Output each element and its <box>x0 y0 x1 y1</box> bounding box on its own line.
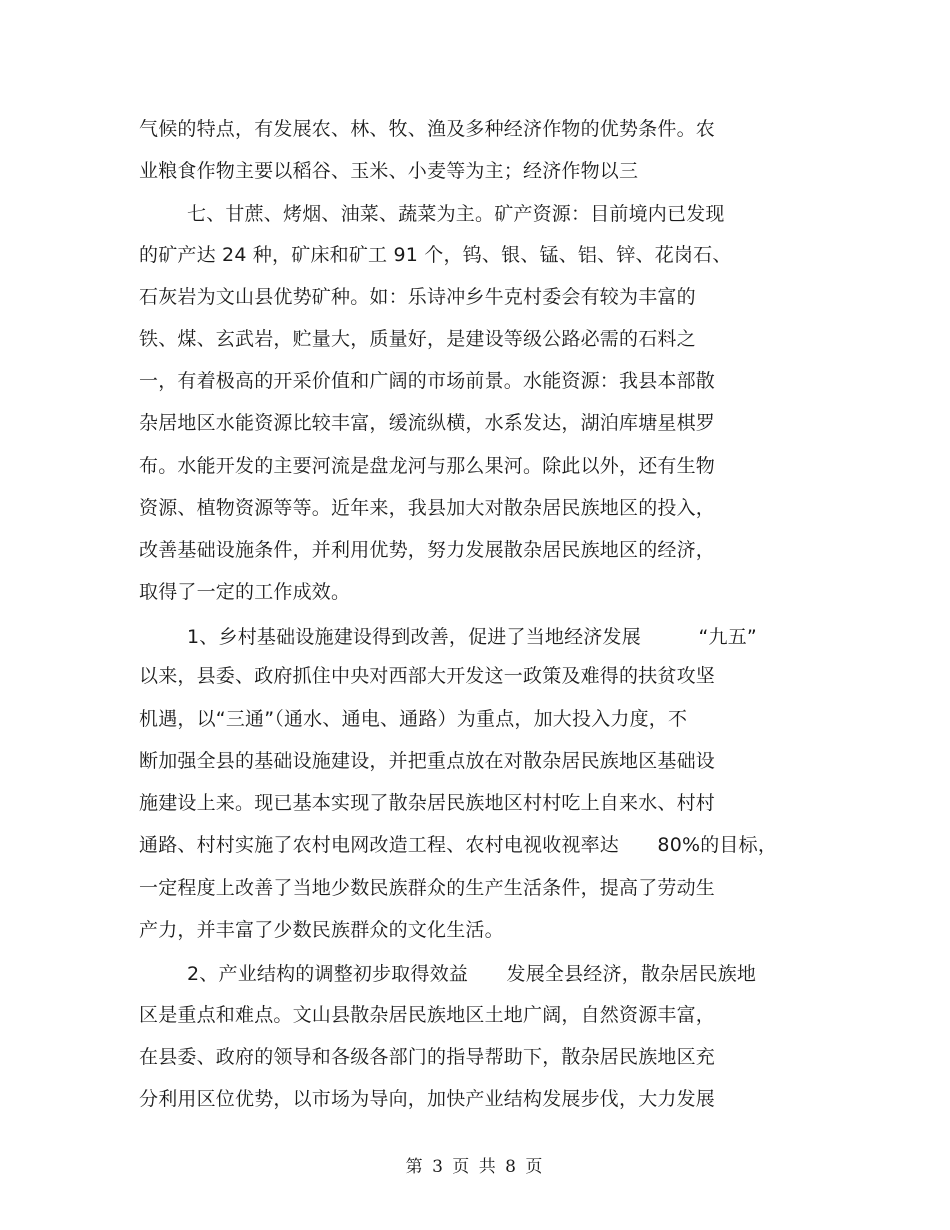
section-heading-line: 2、产业结构的调整初步取得效益 发展全县经济，散杂居民族地 <box>187 963 757 985</box>
section-heading-line: 1、乡村基础设施建设得到改善，促进了当地经济发展 “九五” <box>187 626 757 648</box>
text-line: 施建设上来。现已基本实现了散杂居民族地区村村吃上自来水、村村 <box>139 792 716 814</box>
text-line: 通路、村村实施了农村电网改造工程、农村电视收视率达 80%的目标， <box>139 834 778 856</box>
text-line: 铁、煤、玄武岩，贮量大，质量好，是建设等级公路必需的石料之 <box>139 328 696 350</box>
text-line: 分利用区位优势，以市场为导向，加快产业结构发展步伐，大力发展 <box>139 1088 716 1110</box>
text-line: 区是重点和难点。文山县散杂居民族地区土地广阔，自然资源丰富， <box>139 1004 716 1026</box>
text-line: 布。水能开发的主要河流是盘龙河与那么果河。除此以外，还有生物 <box>139 455 716 477</box>
paragraph-start-line: 七、甘蔗、烤烟、油菜、蔬菜为主。矿产资源：目前境内已发现 <box>187 203 725 225</box>
text-line: 机遇，以“三通”（通水、通电、通路）为重点，加大投入力度，不 <box>139 708 688 730</box>
text-line: 改善基础设施条件，并利用优势，努力发展散杂居民族地区的经济， <box>139 539 716 561</box>
text-line: 石灰岩为文山县优势矿种。如：乐诗冲乡牛克村委会有较为丰富的 <box>139 286 696 308</box>
text-line: 一定程度上改善了当地少数民族群众的生产生活条件，提高了劳动生 <box>139 877 716 899</box>
text-line: 在县委、政府的领导和各级各部门的指导帮助下，散杂居民族地区充 <box>139 1046 716 1068</box>
text-line: 业粮食作物主要以稻谷、玉米、小麦等为主；经济作物以三 <box>139 160 639 182</box>
text-line: 的矿产达 24 种，矿床和矿工 91 个，钨、银、锰、铝、锌、花岗石、 <box>139 244 732 266</box>
text-line: 杂居地区水能资源比较丰富，缓流纵横，水系发达，湖泊库塘星棋罗 <box>139 412 716 434</box>
text-line: 断加强全县的基础设施建设，并把重点放在对散杂居民族地区基础设 <box>139 750 716 772</box>
text-line: 资源、植物资源等等。近年来，我县加大对散杂居民族地区的投入， <box>139 497 716 519</box>
text-line: 产力，并丰富了少数民族群众的文化生活。 <box>139 919 504 941</box>
text-line: 取得了一定的工作成效。 <box>139 581 351 603</box>
page-number-footer: 第 3 页 共 8 页 <box>405 1157 545 1177</box>
text-line: 以来，县委、政府抓住中央对西部大开发这一政策及难得的扶贫攻坚 <box>139 665 716 687</box>
text-line: 气候的特点，有发展农、林、牧、渔及多种经济作物的优势条件。农 <box>139 118 716 140</box>
text-line: 一，有着极高的开采价值和广阔的市场前景。水能资源：我县本部散 <box>139 370 716 392</box>
